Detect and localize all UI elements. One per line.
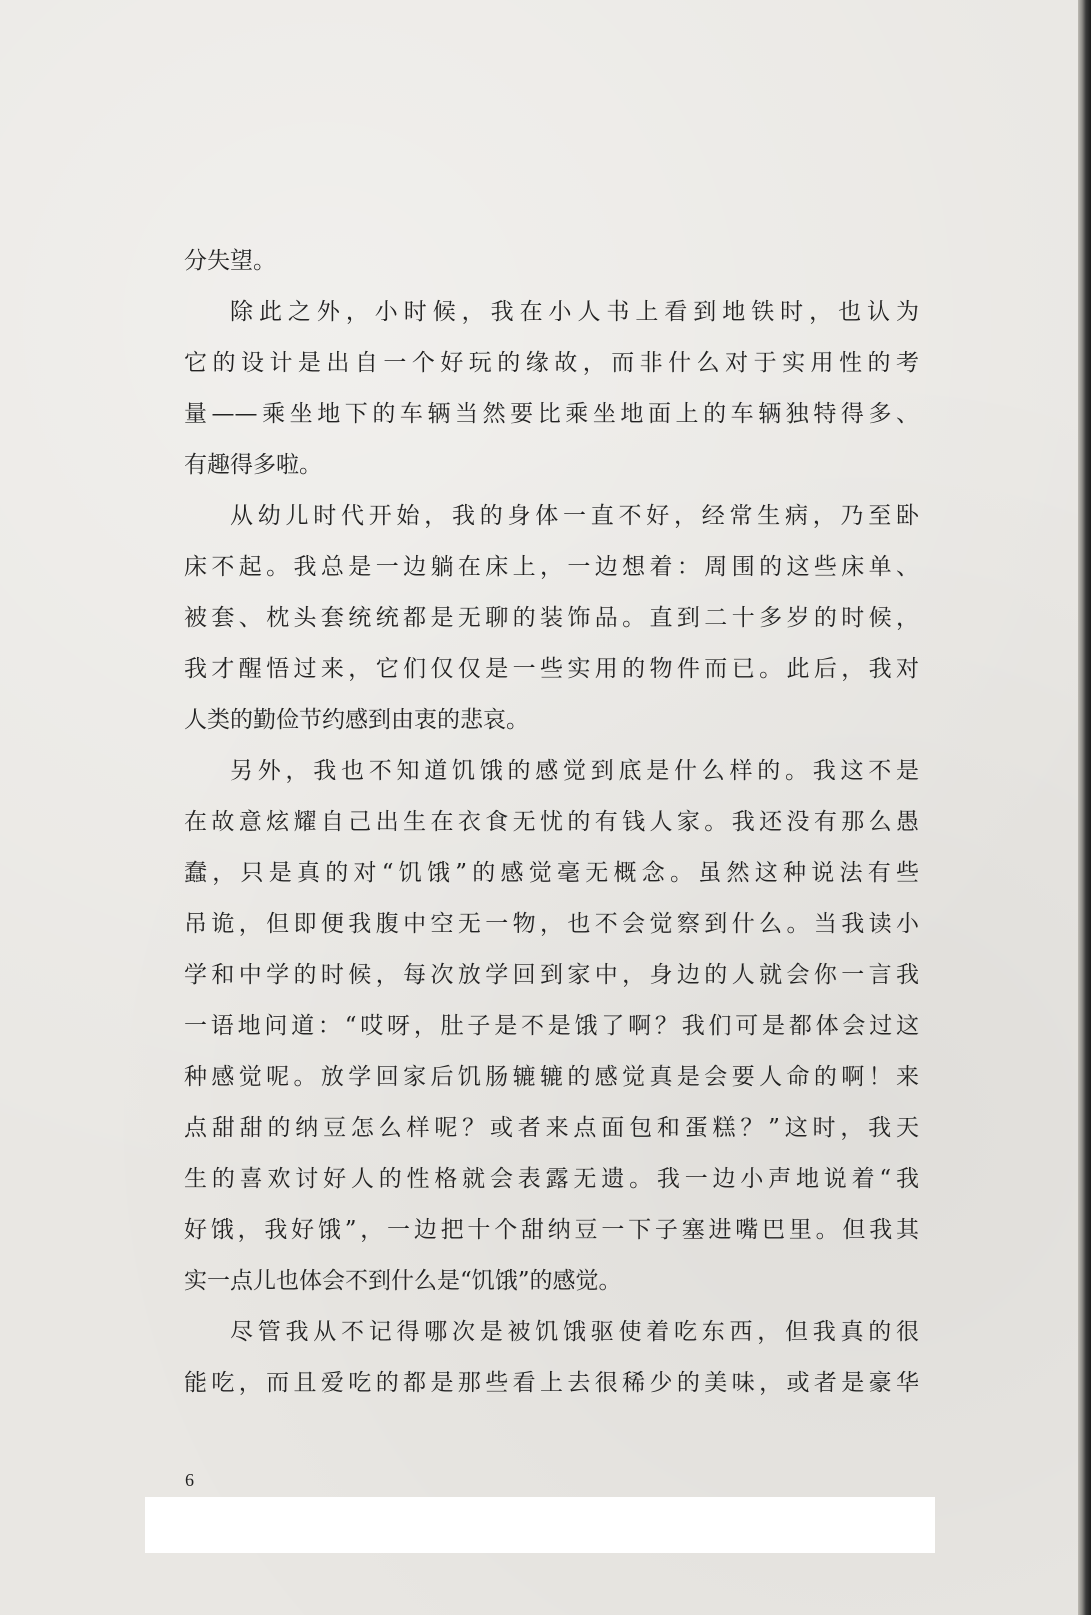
page-edge-shadow <box>1078 0 1091 1615</box>
text-line: 能吃，而且爱吃的都是那些看上去很稀少的美味，或者是豪华 <box>184 1370 919 1396</box>
text-line: 种感觉呢。放学回家后饥肠辘辘的感觉真是会要人命的啊！来 <box>184 1064 919 1090</box>
text-line: 另外，我也不知道饥饿的感觉到底是什么样的。我这不是 <box>230 758 919 784</box>
text-line: 量——乘坐地下的车辆当然要比乘坐地面上的车辆独特得多、 <box>184 401 919 427</box>
text-line: 生的喜欢讨好人的性格就会表露无遗。我一边小声地说着“我 <box>184 1166 919 1192</box>
text-line: 尽管我从不记得哪次是被饥饿驱使着吃东西，但我真的很 <box>230 1319 919 1345</box>
text-line: 点甜甜的纳豆怎么样呢？或者来点面包和蛋糕？”这时，我天 <box>184 1115 919 1141</box>
text-line: 在故意炫耀自己出生在衣食无忧的有钱人家。我还没有那么愚 <box>184 809 919 835</box>
text-line: 人类的勤俭节约感到由衷的悲哀。 <box>184 707 529 733</box>
text-line: 它的设计是出自一个好玩的缘故，而非什么对于实用性的考 <box>184 350 919 376</box>
body-text <box>184 236 919 1409</box>
text-line: 吊诡，但即便我腹中空无一物，也不会觉察到什么。当我读小 <box>184 911 919 937</box>
text-line: 床不起。我总是一边躺在床上，一边想着：周围的这些床单、 <box>184 554 919 580</box>
text-line: 除此之外，小时候，我在小人书上看到地铁时，也认为 <box>230 299 919 325</box>
text-line: 分失望。 <box>184 248 276 274</box>
text-line: 被套、枕头套统统都是无聊的装饰品。直到二十多岁的时候， <box>184 605 919 631</box>
text-line: 蠢，只是真的对“饥饿”的感觉毫无概念。虽然这种说法有些 <box>184 860 919 886</box>
text-line: 好饿，我好饿”，一边把十个甜纳豆一下子塞进嘴巴里。但我其 <box>184 1217 919 1243</box>
text-line: 从幼儿时代开始，我的身体一直不好，经常生病，乃至卧 <box>230 503 919 529</box>
page-number: 6 <box>185 1470 194 1490</box>
blank-footer-strip <box>145 1497 935 1553</box>
text-line: 一语地问道：“哎呀，肚子是不是饿了啊？我们可是都体会过这 <box>184 1013 919 1039</box>
text-line: 实一点儿也体会不到什么是“饥饿”的感觉。 <box>184 1268 622 1294</box>
text-line: 学和中学的时候，每次放学回到家中，身边的人就会你一言我 <box>184 962 919 988</box>
text-line: 有趣得多啦。 <box>184 452 322 478</box>
text-line: 我才醒悟过来，它们仅仅是一些实用的物件而已。此后，我对 <box>184 656 919 682</box>
